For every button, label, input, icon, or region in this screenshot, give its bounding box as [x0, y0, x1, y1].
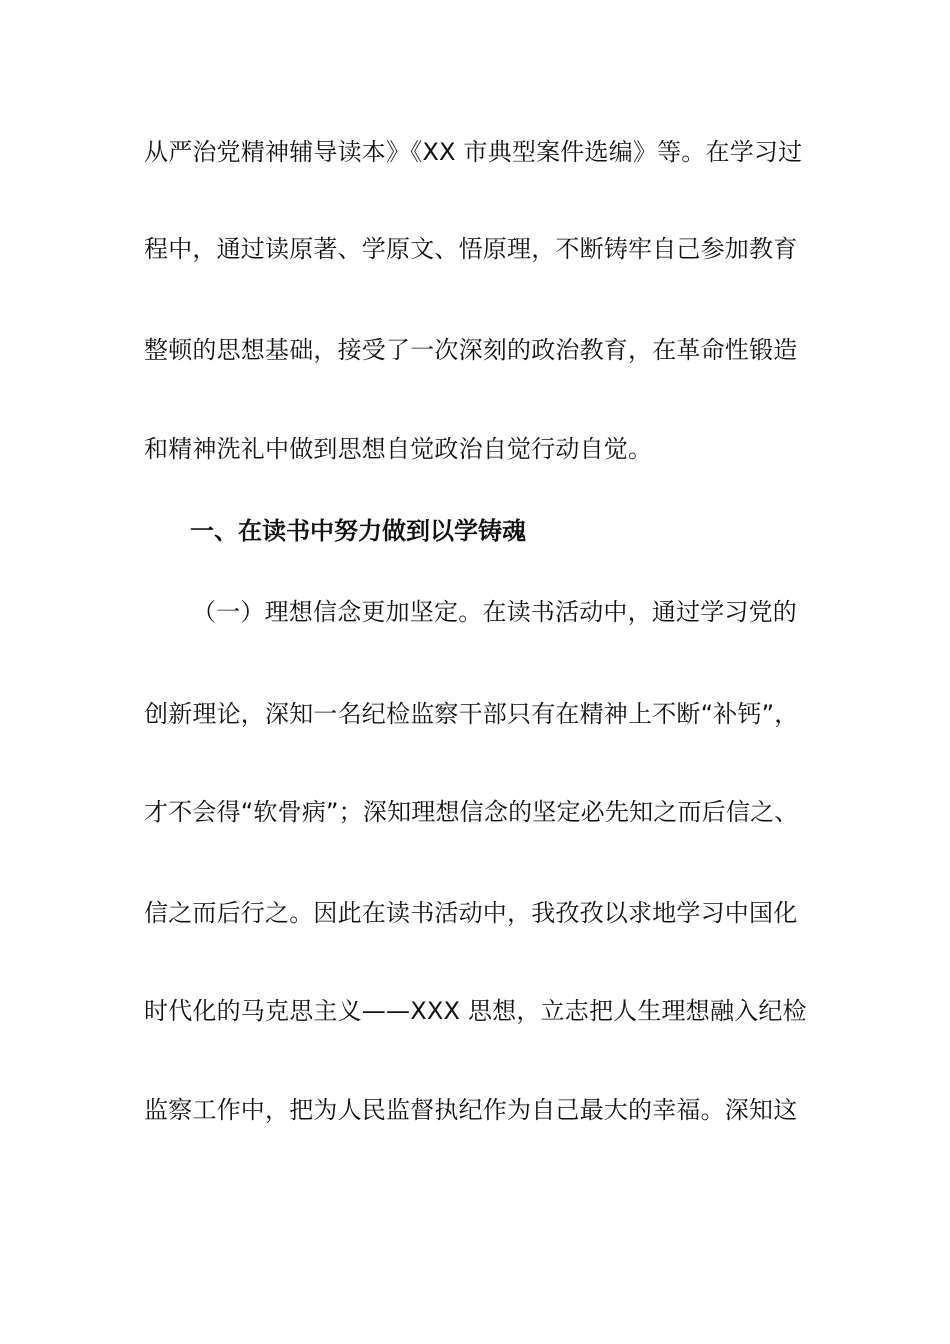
subsection-line-1: （一）理想信念更加坚定。在读书活动中，通过学习党的 — [192, 598, 797, 626]
paragraph-line-2: 程中，通过读原著、学原文、悟原理，不断铸牢自己参加教育 — [144, 235, 798, 263]
paragraph-line-4: 和精神洗礼中做到思想自觉政治自觉行动自觉。 — [144, 435, 653, 463]
subsection-line-3: 才不会得“软骨病”；深知理想信念的坚定必先知之而后信之、 — [144, 798, 799, 826]
paragraph-line-1: 从严治党精神辅导读本》《XX 市典型案件选编》等。在学习过 — [144, 138, 803, 166]
subsection-line-5: 时代化的马克思主义——XXX 思想，立志把人生理想融入纪检 — [144, 997, 807, 1025]
section-heading: 一、在读书中努力做到以学铸魂 — [190, 517, 526, 545]
paragraph-line-3: 整顿的思想基础，接受了一次深刻的政治教育，在革命性锻造 — [144, 336, 798, 364]
subsection-line-4: 信之而后行之。因此在读书活动中，我孜孜以求地学习中国化 — [144, 899, 798, 927]
subsection-line-6: 监察工作中，把为人民监督执纪作为自己最大的幸福。深知这 — [144, 1096, 798, 1124]
subsection-line-2: 创新理论，深知一名纪检监察干部只有在精神上不断“补钙”， — [144, 700, 799, 728]
